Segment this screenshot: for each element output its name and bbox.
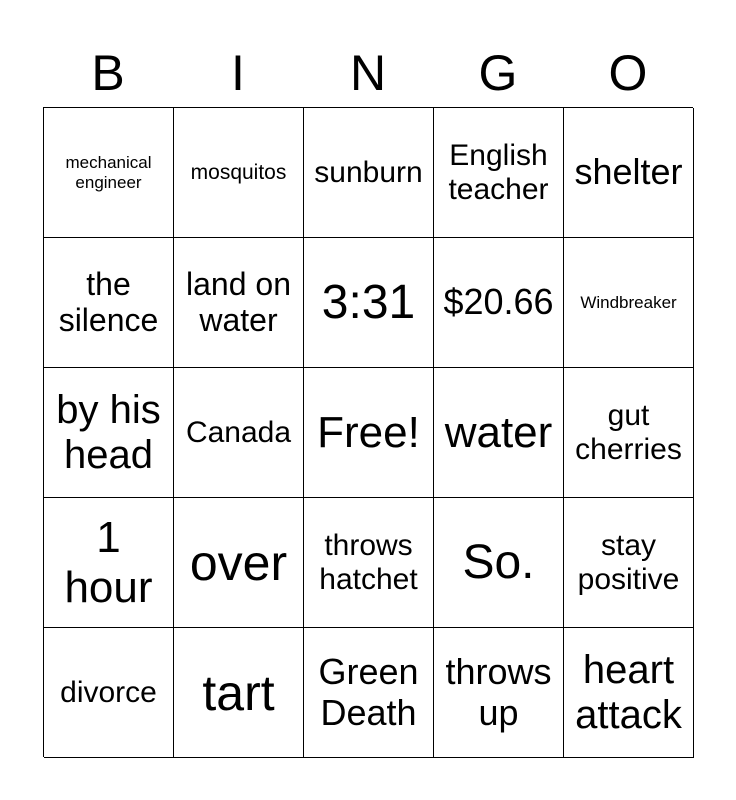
bingo-cell[interactable] (174, 368, 304, 498)
cell-text: stay positive (577, 528, 680, 596)
bingo-cell[interactable] (174, 108, 304, 238)
bingo-cell[interactable] (304, 628, 434, 758)
cell-text: land on water (186, 265, 291, 338)
bingo-cell[interactable] (434, 628, 564, 758)
header-letter-n: N (349, 45, 387, 101)
bingo-cell[interactable] (174, 238, 304, 368)
cell-text: Free! (317, 407, 420, 457)
cell-text: Canada (185, 415, 292, 449)
bingo-cell[interactable] (564, 368, 694, 498)
cell-text: 3:31 (321, 275, 416, 329)
bingo-cell[interactable] (564, 498, 694, 628)
bingo-cell[interactable] (564, 238, 694, 368)
cell-text: 1 hour (64, 513, 153, 612)
bingo-cell-free[interactable] (304, 368, 434, 498)
cell-text: Green Death (318, 651, 419, 733)
cell-text: over (189, 534, 288, 591)
bingo-cell[interactable] (304, 108, 434, 238)
cell-text: mechanical engineer (65, 153, 152, 192)
cell-text: sunburn (314, 155, 423, 189)
bingo-cell[interactable] (44, 368, 174, 498)
header-letter-b: B (91, 45, 125, 101)
cell-text: throws hatchet (319, 528, 418, 596)
cell-text: English teacher (448, 138, 549, 206)
cell-text: Windbreaker (580, 292, 677, 312)
cell-text: So. (462, 535, 535, 589)
bingo-cell[interactable] (174, 628, 304, 758)
cell-text: gut cherries (575, 398, 682, 466)
bingo-cell[interactable] (304, 498, 434, 628)
bingo-cell[interactable] (44, 238, 174, 368)
bingo-cell[interactable] (174, 498, 304, 628)
bingo-cell[interactable] (44, 108, 174, 238)
cell-text: by his head (56, 387, 161, 477)
bingo-cell[interactable] (434, 498, 564, 628)
bingo-cell[interactable] (434, 238, 564, 368)
bingo-cell[interactable] (564, 628, 694, 758)
bingo-cell[interactable] (434, 368, 564, 498)
bingo-grid (43, 107, 693, 757)
cell-text: mosquitos (190, 160, 287, 184)
bingo-cell[interactable] (434, 108, 564, 238)
cell-text: tart (202, 664, 275, 721)
bingo-cell[interactable] (564, 108, 694, 238)
header-letter-o: O (608, 45, 648, 101)
header-letter-i: I (231, 45, 245, 101)
bingo-header (43, 40, 693, 106)
bingo-cell[interactable] (44, 628, 174, 758)
cell-text: water (444, 407, 553, 457)
bingo-cell[interactable] (44, 498, 174, 628)
bingo-cell[interactable] (304, 238, 434, 368)
cell-text: divorce (60, 675, 157, 709)
cell-text: the silence (58, 265, 159, 338)
cell-text: $20.66 (443, 281, 554, 323)
cell-text: heart attack (575, 647, 682, 737)
cell-text: shelter (574, 151, 683, 193)
cell-text: throws up (445, 651, 552, 733)
header-letter-g: G (478, 45, 518, 101)
